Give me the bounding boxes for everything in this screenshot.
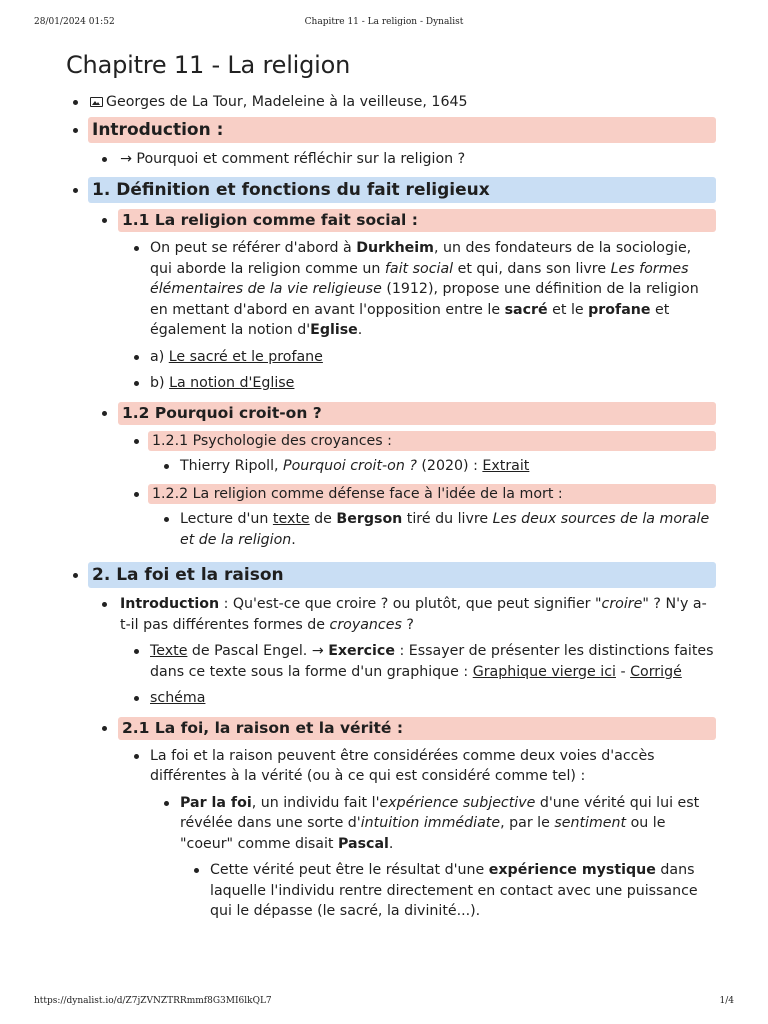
outline-item[interactable]: [150, 509, 716, 550]
link-texte-engel[interactable]: Texte: [150, 643, 188, 659]
outline-item[interactable]: [120, 373, 716, 394]
outline-item-section-2-intro[interactable]: [90, 594, 716, 709]
outline-item[interactable]: [180, 860, 716, 922]
heading-section-1-2-2: 1.2.2 La religion comme défense face à l'idée de la mort :: [148, 484, 716, 504]
link-schema[interactable]: schéma: [150, 690, 206, 706]
image-caption: Georges de La Tour, Madeleine à la veilleuse, 1645: [106, 94, 468, 110]
bullet-dot[interactable]: [164, 464, 169, 469]
bullet-dot[interactable]: [134, 696, 139, 701]
outline-item-section-1-1[interactable]: [90, 209, 716, 394]
print-date: 28/01/2024 01:52: [34, 17, 115, 27]
bullet-dot[interactable]: [73, 128, 78, 133]
bullet-dot[interactable]: [164, 517, 169, 522]
link-notion-eglise[interactable]: La notion d'Eglise: [169, 375, 295, 391]
item-prefix: b): [150, 375, 170, 391]
bullet-dot[interactable]: [134, 439, 139, 444]
heading-section-1-1: 1.1 La religion comme fait social :: [118, 209, 716, 232]
bullet-dot[interactable]: [102, 411, 107, 416]
item-text: On peut se référer d'abord à Durkheim, un des fondateurs de la sociologie, qui aborde la religion comme un fait social et qui, dans son livre Les formes élémentaires de la vie religieuse (1912), propose une définition de la religion en mettant d'abord en avant l'opposition entre le sacré et le profane et également la notion d'Eglise.: [150, 240, 699, 338]
outline-item-section-1[interactable]: [64, 177, 716, 550]
item-text: Cette vérité peut être le résultat d'une expérience mystique dans laquelle l'individu rentre directement en contact avec une puissance qui le dépasse (le sacré, la divinité...).: [210, 862, 698, 919]
bullet-dot[interactable]: [134, 492, 139, 497]
print-page-title: Chapitre 11 - La religion - Dynalist: [304, 17, 464, 27]
bullet-dot[interactable]: [73, 188, 78, 193]
image-icon[interactable]: [90, 97, 103, 107]
item-text: Lecture d'un texte de Bergson tiré du livre Les deux sources de la morale et de la religion.: [180, 511, 710, 548]
outline-item[interactable]: [90, 149, 716, 170]
bullet-dot[interactable]: [134, 754, 139, 759]
bullet-dot[interactable]: [134, 649, 139, 654]
link-corrige[interactable]: Corrigé: [630, 663, 682, 680]
heading-section-2-1: 2.1 La foi, la raison et la vérité :: [118, 717, 716, 740]
link-sacre-profane[interactable]: Le sacré et le profane: [168, 348, 323, 365]
item-text: La foi et la raison peuvent être considérées comme deux voies d'accès différentes à la vérité (ou à ce qui est considéré comme tel) :: [150, 747, 655, 784]
outline-item-section-2-1[interactable]: [90, 717, 716, 922]
outline-item-section-1-2[interactable]: [90, 402, 716, 551]
outline-item[interactable]: [120, 347, 716, 368]
document-title: Chapitre 11 - La religion: [66, 51, 351, 79]
outline-item-section-1-2-1[interactable]: [120, 431, 716, 477]
bullet-dot[interactable]: [134, 355, 139, 360]
bullet-dot[interactable]: [102, 157, 107, 162]
item-text: Texte de Pascal Engel. → Exercice : Essayer de présenter les distinctions faites dans ce texte sous la forme d'un graphique : Graphique vierge ici - Corrigé: [150, 643, 714, 680]
link-graphique-vierge[interactable]: Graphique vierge ici: [472, 663, 616, 680]
bullet-dot[interactable]: [73, 573, 78, 578]
outline-item-image[interactable]: [64, 92, 716, 113]
heading-section-2: 2. La foi et la raison: [88, 562, 716, 588]
outline-item-section-1-2-2[interactable]: [120, 484, 716, 550]
bullet-dot[interactable]: [73, 100, 78, 105]
bullet-dot[interactable]: [102, 726, 107, 731]
bullet-dot[interactable]: [102, 602, 107, 607]
print-page-number: 1/4: [719, 996, 734, 1006]
item-text: Thierry Ripoll, Pourquoi croit-on ? (2020) :: [180, 457, 483, 474]
item-text: Introduction : Qu'est-ce que croire ? ou plutôt, que peut signifier "croire" ? N'y a-t-il pas différentes formes de croyances ?: [120, 596, 707, 633]
outline-item[interactable]: [120, 688, 716, 709]
bullet-dot[interactable]: [194, 868, 199, 873]
outline-item[interactable]: [120, 641, 716, 682]
outline: [64, 92, 716, 922]
link-extrait[interactable]: Extrait: [482, 457, 530, 474]
outline-item[interactable]: [120, 238, 716, 341]
bullet-dot[interactable]: [134, 246, 139, 251]
bullet-dot[interactable]: [134, 381, 139, 386]
outline-item-section-2[interactable]: [64, 562, 716, 922]
item-prefix: a): [150, 348, 169, 365]
item-text: → Pourquoi et comment réfléchir sur la religion ?: [120, 150, 466, 167]
bullet-dot[interactable]: [164, 801, 169, 806]
outline-item[interactable]: [120, 746, 716, 922]
item-text: Par la foi, un individu fait l'expérience subjective d'une vérité qui lui est révélée dans une sorte d'intuition immédiate, par le sentiment ou le "coeur" comme disait Pascal.: [180, 794, 700, 852]
heading-section-1: 1. Définition et fonctions du fait religieux: [88, 177, 716, 203]
heading-section-1-2: 1.2 Pourquoi croit-on ?: [118, 402, 716, 425]
outline-item[interactable]: [150, 456, 716, 477]
bullet-dot[interactable]: [102, 218, 107, 223]
outline-item-introduction[interactable]: [64, 117, 716, 170]
link-texte-bergson[interactable]: texte: [272, 511, 310, 527]
outline-item[interactable]: [150, 793, 716, 922]
print-url: https://dynalist.io/d/Z7jZVNZTRRmmf8G3MI6lkQL7: [34, 996, 272, 1006]
heading-section-1-2-1: 1.2.1 Psychologie des croyances :: [148, 431, 716, 451]
heading-introduction: Introduction :: [88, 117, 716, 143]
